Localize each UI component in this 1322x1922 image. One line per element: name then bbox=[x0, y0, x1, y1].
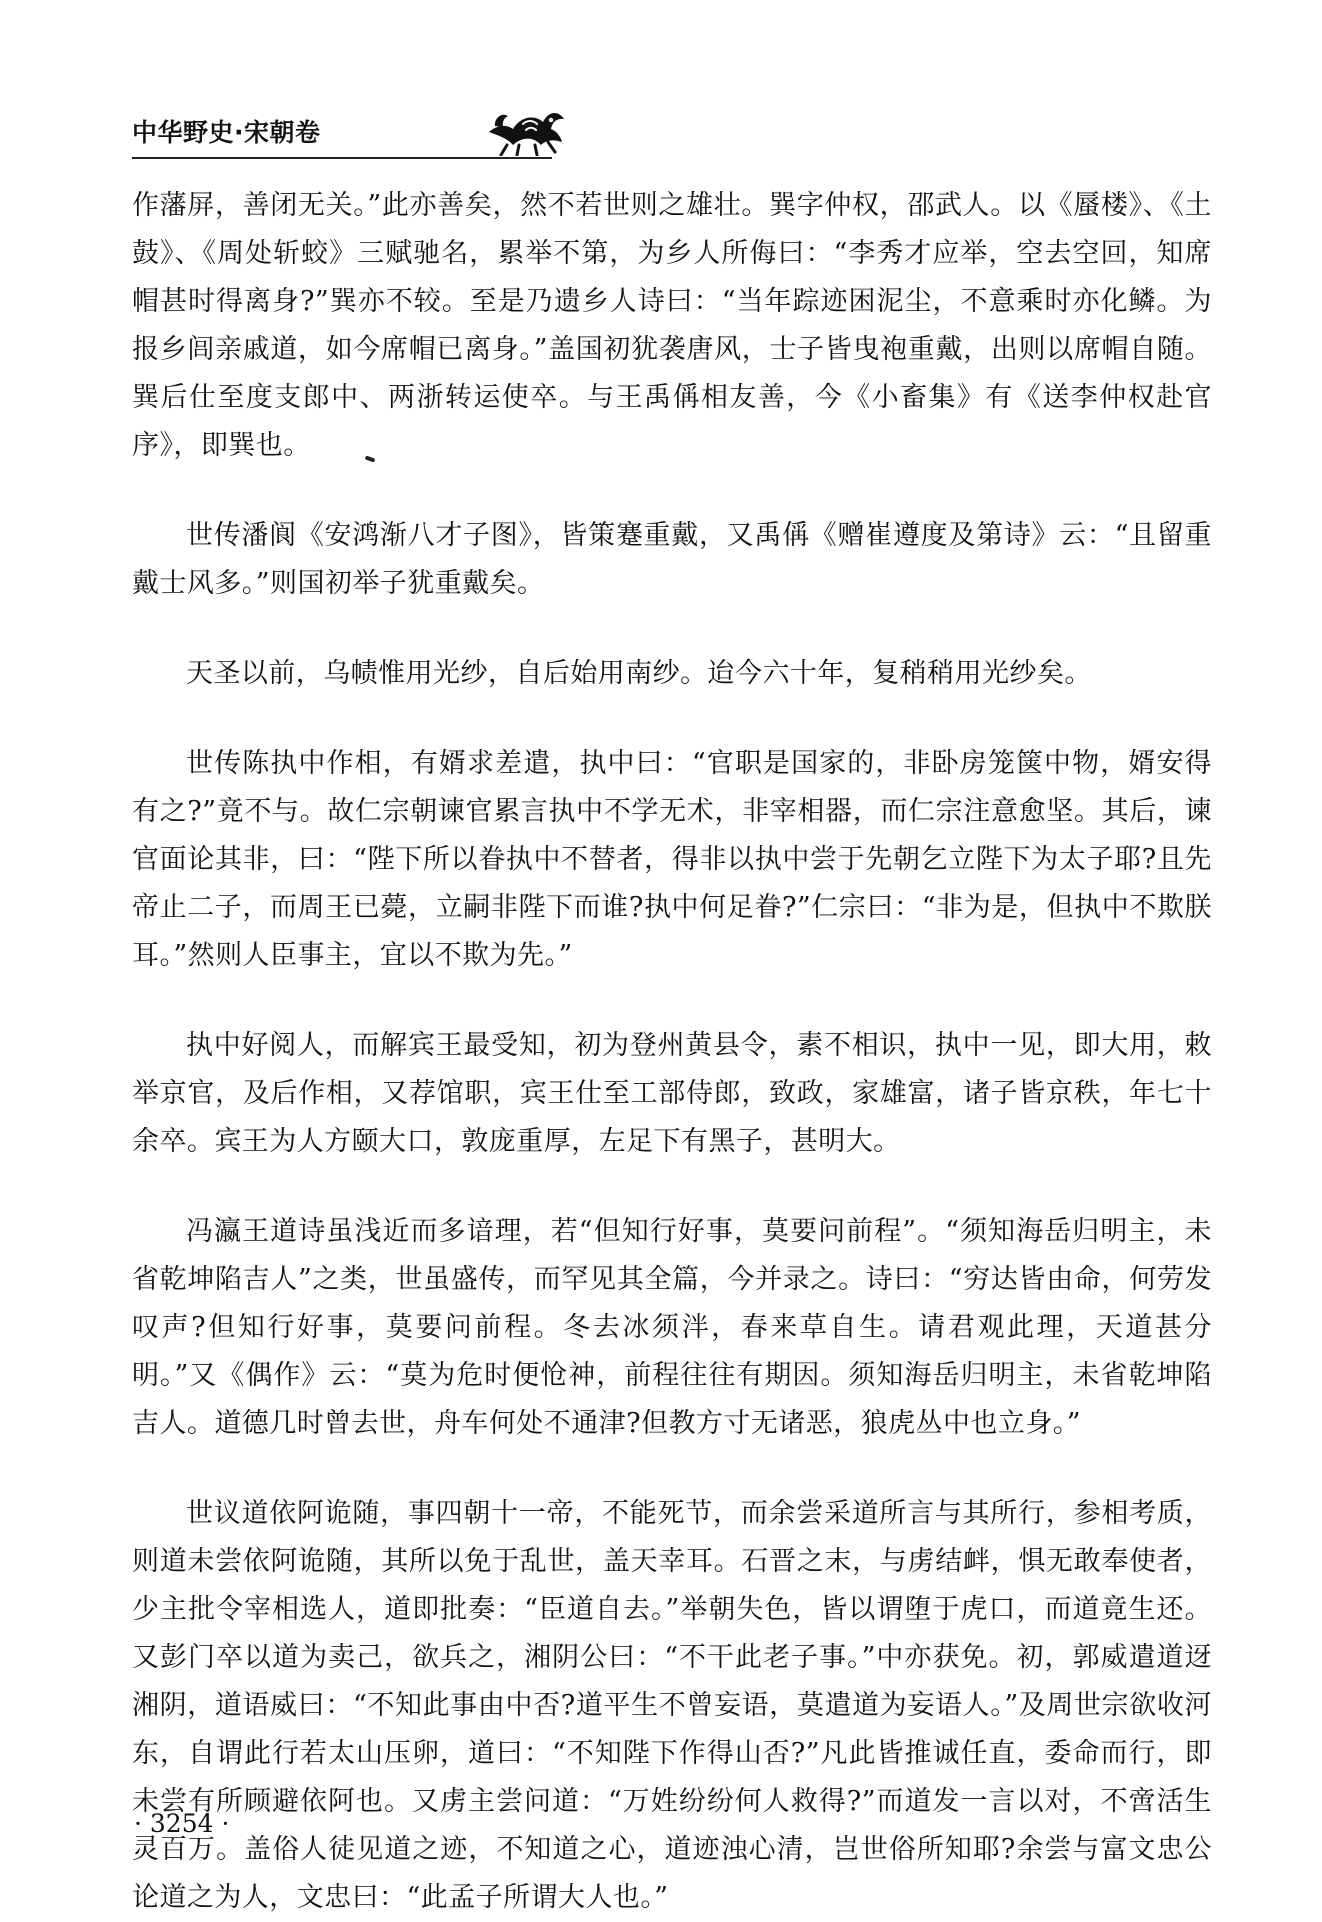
paragraph: 作藩屏，善闭无关。”此亦善矣，然不若世则之雄壮。巽字仲权，邵武人。以《蜃楼》、《土鼓》、《周处斩蛟》三赋驰名，累举不第，为乡人所侮曰：“李秀才应举，空去空回，知席帽甚时得离身?”巽亦不较。至是乃遗乡人诗曰：“当年踪迹困泥尘，不意乘时亦化鳞。为报乡闾亲戚道，如今席帽已离身。”盖国初犹袭唐风，士子皆曳袍重戴，出则以席帽自随。巽后仕至度支郎中、两浙转运使卒。与王禹偁相友善，今《小畜集》有《送李仲权赴官序》，即巽也。 bbox=[132, 190, 1212, 461]
paragraph: 冯瀛王道诗虽浅近而多谙理，若“但知行好事，莫要问前程”。“须知海岳归明主，未省乾坤陷吉人”之类，世虽盛传，而罕见其全篇，今并录之。诗曰：“穷达皆由命，何劳发叹声?但知行好事，莫要问前程。冬去冰须泮，春来草自生。请君观此理，天道甚分明。”又《偶作》云：“莫为危时便怆神，前程往往有期因。须知海岳归明主，未省乾坤陷吉人。道德几时曾去世，舟车何处不通津?但教方寸无诸恶，狼虎丛中也立身。” bbox=[132, 1216, 1212, 1439]
header-rule bbox=[132, 157, 552, 159]
paragraph: 天圣以前，乌帻惟用光纱，自后始用南纱。迨今六十年，复稍稍用光纱矣。 bbox=[186, 658, 1092, 689]
paragraph: 世传潘阆《安鸿渐八才子图》，皆策蹇重戴，又禹偁《赠崔遵度及第诗》云：“且留重戴士风多。”则国初举子犹重戴矣。 bbox=[132, 520, 1212, 599]
page-number: · 3254 · bbox=[134, 1809, 230, 1838]
paragraph: 世议道依阿诡随，事四朝十一帝，不能死节，而余尝采道所言与其所行，参相考质，则道未尝依阿诡随，其所以免于乱世，盖天幸耳。石晋之末，与虏结衅，惧无敢奉使者，少主批令宰相选人，道即批奏：“臣道自去。”举朝失色，皆以谓堕于虎口，而道竟生还。又彭门卒以道为卖己，欲兵之，湘阴公曰：“不干此老子事。”中亦获免。初，郭威遣道迓湘阴，道语威曰：“不知此事由中否?道平生不曾妄语，莫遣道为妄语人。”及周世宗欲收河东，自谓此行若太山压卵，道曰：“不知陛下作得山否?”凡此皆推诚任直，委命而行，即未尝有所顾避依阿也。又虏主尝问道：“万姓纷纷何人救得?”而道发一言以对，不啻活生灵百万。盖俗人徒见道之迹，不知道之心，道迹浊心清，岂世俗所知耶?余尝与富文忠公论道之为人，文忠曰：“此孟子所谓大人也。” bbox=[132, 1498, 1212, 1913]
paragraph: 世传陈执中作相，有婿求差遣，执中曰：“官职是国家的，非卧房笼箧中物，婿安得有之?”竟不与。故仁宗朝谏官累言执中不学无术，非宰相器，而仁宗注意愈坚。其后，谏官面论其非，曰：“陛下所以眷执中不替者，得非以执中尝于先朝乞立陛下为太子耶?且先帝止二子，而周王已薨，立嗣非陛下而谁?执中何足眷?”仁宗曰：“非为是，但执中不欺朕耳。”然则人臣事主，宜以不欺为先。” bbox=[132, 748, 1212, 971]
main-text bbox=[132, 182, 1212, 1922]
book-title: 中华野史·宋朝卷 bbox=[132, 118, 321, 147]
paragraph: 执中好阅人，而解宾王最受知，初为登州黄县令，素不相识，执中一见，即大用，敕举京官，及后作相，又荐馆职，宾王仕至工部侍郎，致政，家雄富，诸子皆京秩，年七十余卒。宾王为人方颐大口，敦庞重厚，左足下有黑子，甚明大。 bbox=[132, 1030, 1212, 1157]
dragon-icon bbox=[482, 100, 568, 156]
